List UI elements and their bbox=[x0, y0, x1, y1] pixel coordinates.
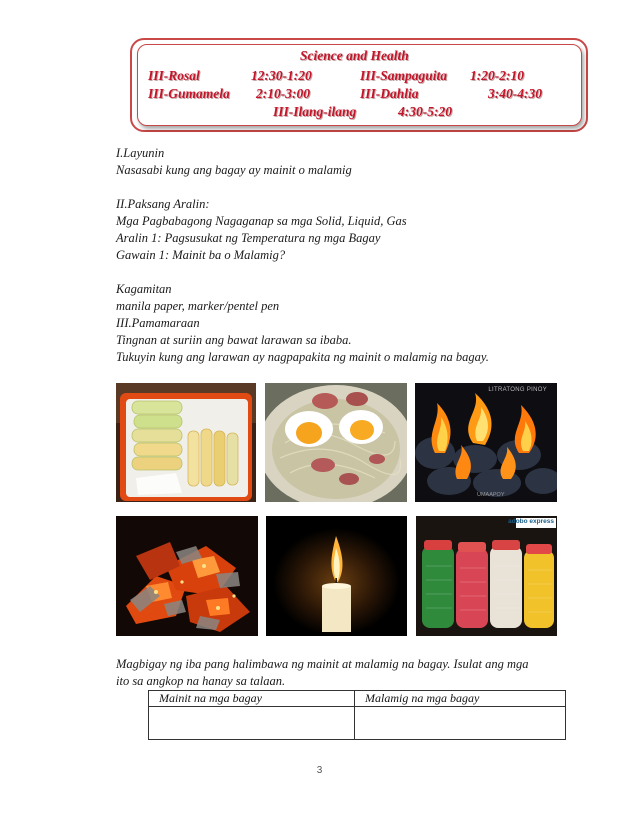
paksang-line-1: Mga Pagbabagong Nagaganap sa mga Solid, Liquid, Gas bbox=[116, 214, 407, 228]
col-header-cold: Malamig na mga bagay bbox=[355, 691, 566, 707]
pamamaraan-heading: III.Pamamaraan bbox=[116, 316, 200, 330]
col-header-hot: Mainit na mga bagay bbox=[149, 691, 355, 707]
paksang-line-2: Aralin 1: Pagsusukat ng Temperatura ng mga Bagay bbox=[116, 231, 381, 245]
time-sampaguita: 1:20-2:10 bbox=[470, 68, 524, 83]
pamamaraan-line-1: Tingnan at suriin ang bawat larawan sa ibaba. bbox=[116, 333, 352, 347]
section-sampaguita: III-Sampaguita bbox=[360, 68, 448, 83]
section-dahlia: III-Dahlia bbox=[360, 86, 419, 101]
time-rosal: 12:30-1:20 bbox=[251, 68, 312, 83]
paksang-heading: II.Paksang Aralin: bbox=[116, 197, 210, 211]
header-title: Science and Health bbox=[300, 48, 409, 63]
ice-candy-photo bbox=[116, 383, 256, 502]
time-gumamela: 2:10-3:00 bbox=[256, 86, 310, 101]
fire-watermark-bottom: UMAAPOY bbox=[477, 492, 505, 498]
section-rosal: III-Rosal bbox=[148, 68, 200, 83]
paksang-line-3: Gawain 1: Mainit ba o Malamig? bbox=[116, 248, 286, 262]
section-gumamela: III-Gumamela bbox=[148, 86, 230, 101]
layunin-heading: I.Layunin bbox=[116, 146, 165, 160]
candle-photo bbox=[266, 516, 407, 636]
drinks-watermark: adobo express bbox=[508, 518, 554, 525]
fire-photo bbox=[415, 383, 557, 502]
instruction-line-2: ito sa angkop na hanay sa talaan. bbox=[116, 674, 286, 688]
section-ilang-ilang: III-Ilang-ilang bbox=[273, 104, 357, 119]
layunin-text: Nasasabi kung ang bagay ay mainit o malamig bbox=[116, 163, 352, 177]
egg-soup-photo bbox=[265, 383, 407, 502]
charcoal-photo bbox=[116, 516, 258, 636]
time-ilang-ilang: 4:30-5:20 bbox=[398, 104, 452, 119]
kagamitan-heading: Kagamitan bbox=[116, 282, 172, 296]
table-header-row bbox=[149, 691, 566, 707]
pamamaraan-line-2: Tukuyin kung ang larawan ay nagpapakita ng mainit o malamig na bagay. bbox=[116, 350, 489, 364]
hot-items-cell[interactable] bbox=[149, 707, 355, 740]
fire-watermark-top: LITRATONG PINOY bbox=[488, 387, 547, 393]
cold-drinks-photo bbox=[416, 516, 557, 636]
kagamitan-text: manila paper, marker/pentel pen bbox=[116, 299, 280, 313]
instruction-line-1: Magbigay ng iba pang halimbawa ng mainit at malamig na bagay. Isulat ang mga bbox=[116, 657, 529, 671]
hot-cold-table bbox=[148, 690, 566, 740]
page-number: 3 bbox=[316, 765, 323, 776]
table-row bbox=[149, 707, 566, 740]
cold-items-cell[interactable] bbox=[355, 707, 566, 740]
time-dahlia: 3:40-4:30 bbox=[488, 86, 542, 101]
